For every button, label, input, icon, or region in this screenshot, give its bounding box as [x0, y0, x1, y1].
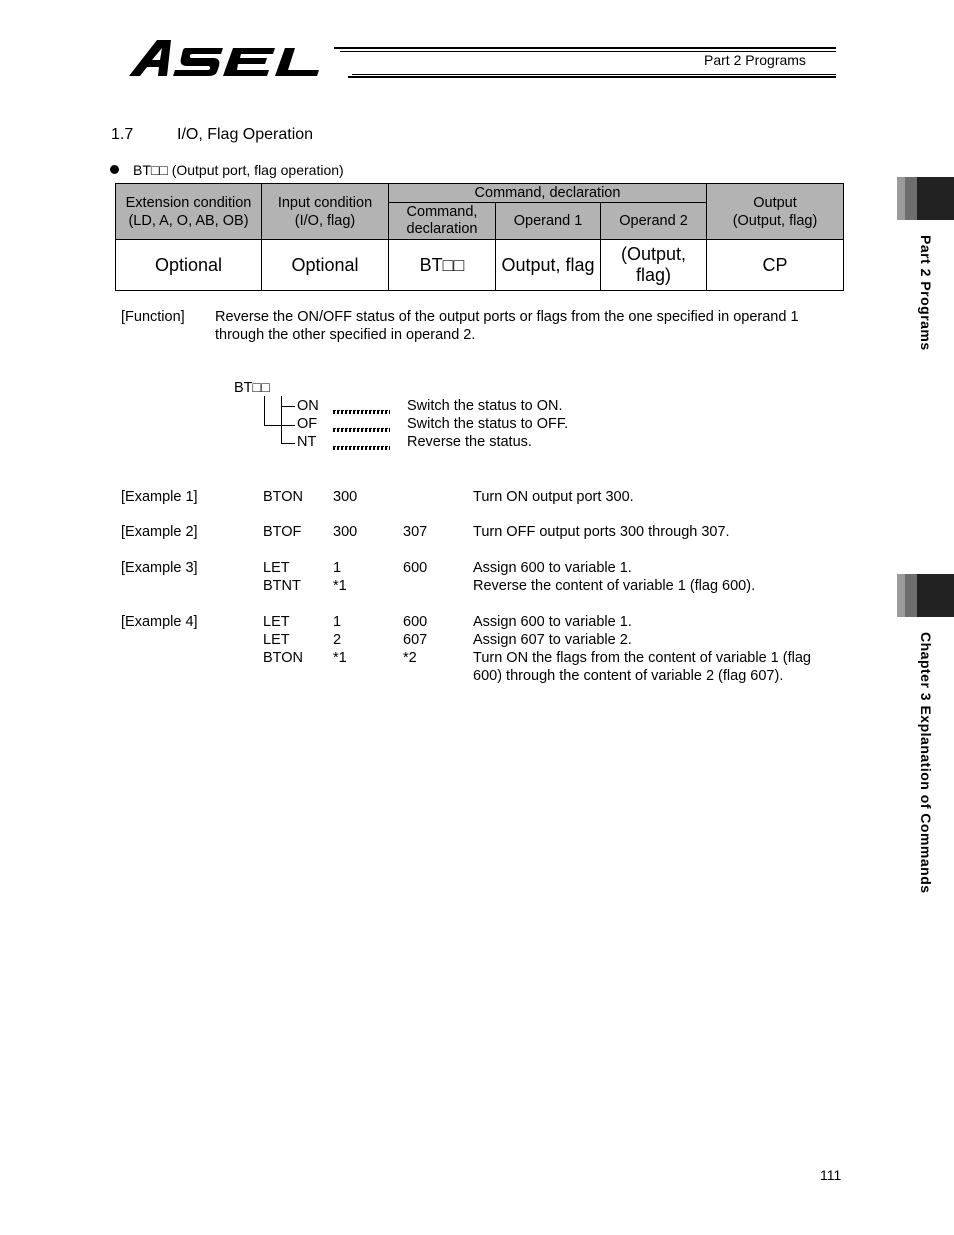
diagram-desc-of: Switch the status to OFF.	[407, 416, 569, 432]
page-number: 111	[820, 1167, 842, 1183]
example4-label: [Example 4]	[121, 614, 198, 630]
example2-op2: 307	[403, 524, 428, 540]
example3-line1-desc: Assign 600 to variable 1.	[473, 560, 632, 576]
diagram-desc-on: Switch the status to ON.	[407, 398, 563, 414]
example4-line3-cmd: BTON	[263, 650, 304, 666]
header-rule-bottom-thick	[348, 76, 836, 78]
example3-line2-desc: Reverse the content of variable 1 (flag 600).	[473, 578, 756, 594]
example2-desc: Turn OFF output ports 300 through 307.	[473, 524, 730, 540]
example3-line1-op2: 600	[403, 560, 428, 576]
section-title: I/O, Flag Operation	[177, 126, 314, 143]
cell-operand1: Output, flag	[496, 240, 601, 291]
example1-desc: Turn ON output port 300.	[473, 489, 634, 505]
part-tab-marker	[897, 177, 954, 220]
asel-logo	[127, 36, 352, 80]
header-extension-condition	[116, 184, 262, 240]
example4-line1-op1: 1	[333, 614, 342, 630]
example1-op1: 300	[333, 489, 358, 505]
example2-label: [Example 2]	[121, 524, 198, 540]
diagram-code-nt: NT	[297, 434, 317, 450]
example4-line3-op1: *1	[333, 650, 347, 666]
bullet-text: BT□□ (Output port, flag operation)	[133, 162, 344, 178]
diagram-root: BT□□	[234, 380, 271, 396]
example4-line2-op1: 2	[333, 632, 342, 648]
header-extension-condition-label: Extension condition	[125, 194, 252, 211]
example4-line2-desc: Assign 607 to variable 2.	[473, 632, 632, 648]
example2-op1: 300	[333, 524, 358, 540]
header-command-label: Command,	[406, 204, 478, 220]
cell-extension-condition: Optional	[116, 240, 262, 291]
example3-label: [Example 3]	[121, 560, 198, 576]
cell-output: CP	[707, 240, 844, 291]
header-extension-condition-sub: (LD, A, O, AB, OB)	[128, 212, 249, 229]
example4-line1-op2: 600	[403, 614, 428, 630]
header-operand2: Operand 2	[601, 203, 707, 240]
function-label: [Function]	[121, 309, 185, 325]
header-output-label: Output	[753, 194, 797, 211]
command-table	[115, 183, 844, 291]
diagram-code-of: OF	[297, 416, 318, 432]
diagram-code-on: ON	[297, 398, 319, 414]
diagram-branch-nt	[281, 443, 295, 444]
cell-command: BT□□	[389, 240, 496, 291]
header-input-condition	[262, 184, 389, 240]
header-command-group: Command, declaration	[389, 184, 707, 203]
diagram-leader-of	[333, 428, 390, 432]
header-input-condition-label: Input condition	[277, 194, 373, 211]
header-command	[389, 203, 496, 240]
example4-line2-op2: 607	[403, 632, 428, 648]
diagram-desc-nt: Reverse the status.	[407, 434, 532, 450]
cell-operand2-line1: (Output,	[620, 244, 687, 264]
chapter-tab-marker	[897, 574, 954, 617]
section-number: 1.7	[111, 126, 134, 143]
function-text: Reverse the ON/OFF status of the output ports or flags from the one specified in operand 1 through the other specified in operand 2.	[215, 309, 799, 343]
diagram-leader-on	[333, 410, 390, 414]
example3-line1-cmd: LET	[263, 560, 290, 576]
diagram-branch-on	[281, 406, 295, 407]
example4-line4-desc: 600) through the content of variable 2 (flag 607).	[473, 668, 784, 684]
header-operand1: Operand 1	[496, 203, 601, 240]
bullet-dot-icon	[110, 165, 119, 174]
example4-line2-cmd: LET	[263, 632, 290, 648]
cell-operand2-line2: flag)	[635, 265, 671, 285]
diagram-branch-of	[264, 425, 295, 426]
header-rule-bottom	[352, 74, 836, 75]
example2-cmd: BTOF	[263, 524, 302, 540]
example3-line1-op1: 1	[333, 560, 342, 576]
header-part-label: Part 2 Programs	[704, 52, 806, 68]
header-output-sub: (Output, flag)	[732, 212, 818, 229]
example1-cmd: BTON	[263, 489, 304, 505]
cell-input-condition: Optional	[262, 240, 389, 291]
example1-label: [Example 1]	[121, 489, 198, 505]
diagram-leader-nt	[333, 446, 390, 450]
header-input-condition-sub: (I/O, flag)	[294, 212, 356, 229]
side-part-label: Part 2 Programs	[918, 235, 934, 351]
example4-line1-desc: Assign 600 to variable 1.	[473, 614, 632, 630]
header-command-sub: declaration	[406, 221, 478, 237]
header-output	[707, 184, 844, 240]
cell-operand2	[601, 240, 707, 291]
side-chapter-label: Chapter 3 Explanation of Commands	[918, 632, 934, 894]
diagram-trunk-outer	[264, 396, 265, 426]
example3-line2-op1: *1	[333, 578, 347, 594]
header-rule-top	[334, 47, 836, 49]
example4-line3-op2: *2	[403, 650, 417, 666]
example4-line3-desc: Turn ON the flags from the content of variable 1 (flag	[473, 650, 811, 666]
example3-line2-cmd: BTNT	[263, 578, 301, 594]
diagram-trunk-inner	[281, 396, 282, 444]
example4-line1-cmd: LET	[263, 614, 290, 630]
